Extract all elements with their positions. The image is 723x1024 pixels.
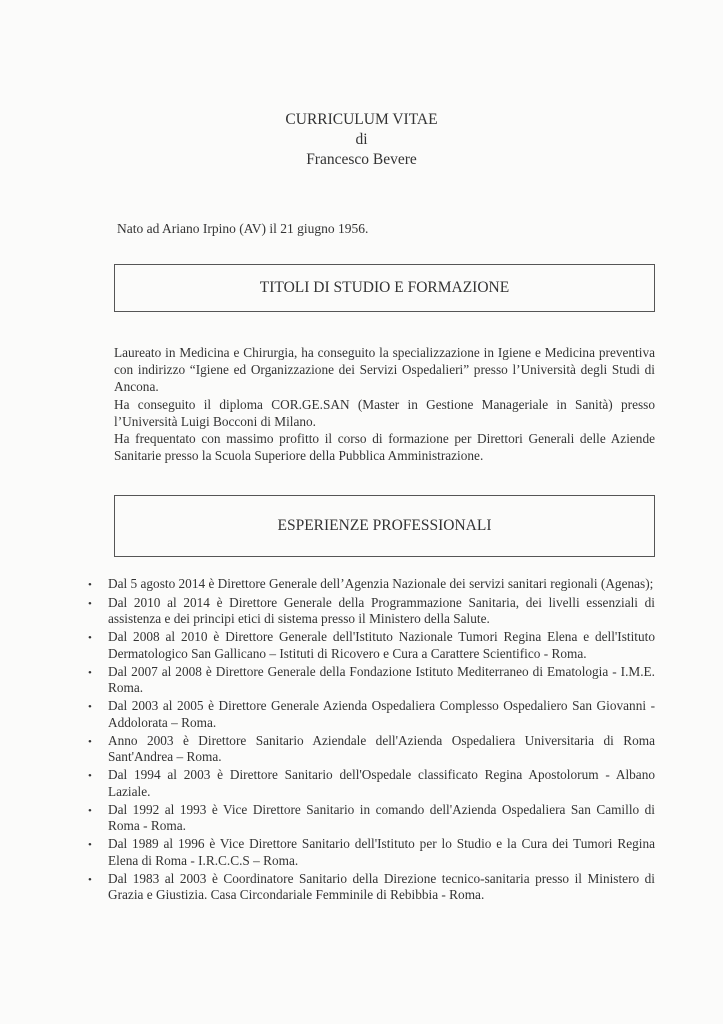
birth-info: Nato ad Ariano Irpino (AV) il 21 giugno 1956. [117, 221, 369, 236]
list-item-text: Dal 2010 al 2014 è Direttore Generale della Programmazione Sanitaria, dei livelli essenziali di assistenza e dei principi etici di sistema presso il Ministero della Salute. [108, 594, 655, 627]
list-item-text: Dal 1983 al 2003 è Coordinatore Sanitario della Direzione tecnico-sanitaria presso il Ministero di Grazia e Giustizia. Casa Circondariale Femminile di Rebibbia - Roma. [108, 870, 655, 903]
list-item-text: Dal 1989 al 1996 è Vice Direttore Sanitario dell'Istituto per lo Studio e la Cura dei Tumori Regina Elena di Roma - I.R.C.C.S – Roma. [108, 836, 655, 868]
list-item-text: Dal 5 agosto 2014 è Direttore Generale dell’Agenzia Nazionale dei servizi sanitari regionali (Agenas); [108, 576, 654, 591]
title-line-3: Francesco Bevere [306, 151, 417, 168]
title-line-2: di [355, 131, 368, 148]
list-item [88, 871, 655, 904]
bullet-icon: • [88, 597, 92, 610]
bullet-icon: • [88, 632, 92, 645]
list-item [88, 595, 655, 628]
bullet-icon: • [88, 579, 92, 591]
list-item [88, 576, 655, 594]
list-item [88, 767, 655, 800]
list-item-text: Dal 2007 al 2008 è Direttore Generale della Fondazione Istituto Mediterraneo di Ematologia - I.M.E. Roma. [108, 663, 655, 696]
bullet-icon: • [88, 666, 92, 679]
list-item [88, 629, 655, 662]
list-item-text: Dal 2008 al 2010 è Direttore Generale dell'Istituto Nazionale Tumori Regina Elena e dell'Istituto Dermatologico San Gallicano – Istituti di Ricovero e Cura a Carattere Scientifico - Roma. [108, 629, 655, 661]
bullet-icon: • [88, 839, 92, 852]
education-heading: TITOLI DI STUDIO E FORMAZIONE [259, 279, 510, 296]
list-item [88, 698, 655, 731]
education-paragraph-1: Laureato in Medicina e Chirurgia, ha conseguito la specializzazione in Igiene e Medicina preventiva con indirizzo “Igiene ed Organizzazione dei Servizi Ospedalieri” presso l’Università degli Studi di Ancona. [114, 345, 655, 395]
bullet-icon: • [88, 770, 92, 783]
education-section [114, 344, 655, 464]
bullet-icon: • [88, 701, 92, 714]
education-paragraph-2: Ha conseguito il diploma COR.GE.SAN (Master in Gestione Manageriale in Sanità) presso l’Università Luigi Bocconi di Milano. [114, 396, 655, 429]
list-item-text: Anno 2003 è Direttore Sanitario Aziendale dell'Azienda Ospedaliera Universitaria di Roma Sant'Andrea – Roma. [108, 732, 655, 765]
list-item [88, 836, 655, 869]
list-item [88, 733, 655, 766]
list-item [88, 802, 655, 835]
experience-heading: ESPERIENZE PROFESSIONALI [277, 517, 492, 534]
document-title [0, 110, 723, 170]
bullet-icon: • [88, 735, 92, 748]
list-item-text: Dal 1992 al 1993 è Vice Direttore Sanitario in comando dell'Azienda Ospedaliera San Camillo di Roma - Roma. [108, 801, 655, 834]
list-item-text: Dal 2003 al 2005 è Direttore Generale Azienda Ospedaliera Complesso Ospedaliero San Giovanni - Addolorata – Roma. [108, 698, 655, 730]
education-paragraph-3: Ha frequentato con massimo profitto il corso di formazione per Direttori Generali delle Aziende Sanitarie presso la Scuola Superiore della Pubblica Amministrazione. [114, 431, 655, 464]
list-item-text: Dal 1994 al 2003 è Direttore Sanitario dell'Ospedale classificato Regina Apostolorum - Albano Laziale. [108, 767, 655, 799]
experience-heading-box [114, 495, 655, 557]
list-item [88, 664, 655, 697]
bullet-icon: • [88, 804, 92, 817]
title-line-1: CURRICULUM VITAE [285, 111, 438, 128]
bullet-icon: • [88, 873, 92, 886]
education-heading-box [114, 264, 655, 312]
experience-list [88, 576, 655, 905]
